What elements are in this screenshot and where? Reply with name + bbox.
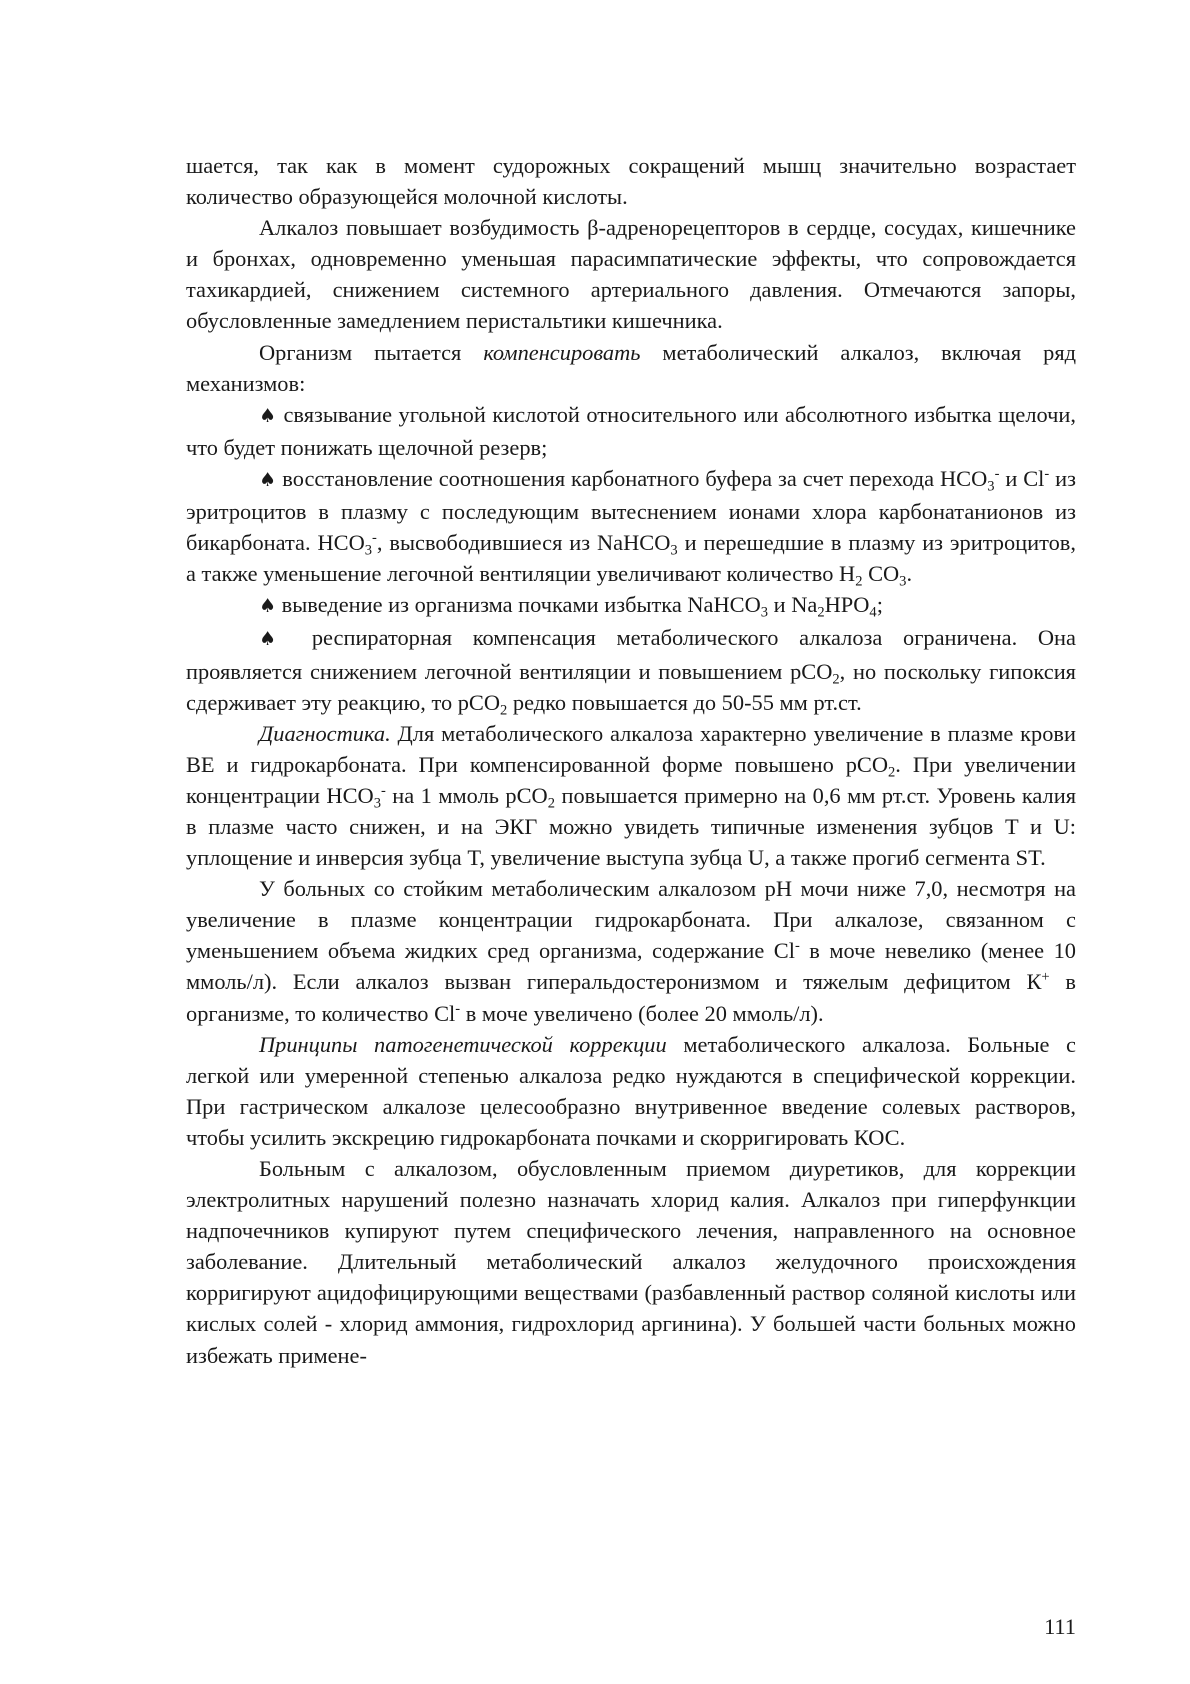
bullet-item-1: ♠ связывание угольной кислотой относительного или абсолютного избытка щелочи, что будет понижать щелочной резерв; <box>186 401 1076 460</box>
spade-bullet-icon: ♠ <box>259 628 292 651</box>
bullet-item-4: ♠ респираторная компенсация метаболического алкалоза ограничена. Она проявляется снижением легочной вентиляции и повышением pCO$_2$, но поскольку гипоксия сдерживает эту реакцию, то pCO$_2$ редко повышается до 50-55 мм рт.ст. <box>186 625 1076 718</box>
paragraph-diagnostics: Диагностика. Для метаболического алкалоза характерно увеличение в плазме крови BE и гидрокарбоната. При компенсированной форме повышено pCO$_2$. При увеличении концентрации $НСО_3^-$ на 1 ммоль pCO$_2$ повышается примерно на 0,6 мм рт.ст. Уровень калия в плазме часто снижен, и на ЭКГ можно увидеть типичные изменения зубцов T и U: уплощение и инверсия зубца T, увеличение выступа зубца U, а также прогиб сегмента ST. <box>186 720 1076 871</box>
bullet-item-2: ♠ восстановление соотношения карбонатного буфера за счет перехода $НСО_3^-$ и Cl- из эритроцитов в плазму с последующим вытеснением ионами хлора карбонатанионов из бикарбоната. $НСО_3^-$, высвободившиеся из NaHCO$_3$ и перешедшие в плазму из эритроцитов, а также уменьшение легочной вентиляции увеличивают количество $Н_2$ $СО_3$. <box>186 465 1076 590</box>
spade-bullet-icon: ♠ <box>259 595 277 618</box>
emphasis-compensate: компенсировать <box>483 339 641 365</box>
paragraph-continued: шается, так как в момент судорожных сокращений мышц значительно возрастает количество образующейся молочной кислоты. <box>186 153 1076 210</box>
spade-bullet-icon: ♠ <box>259 468 277 491</box>
paragraph-diuretics: Больным с алкалозом, обусловленным приемом диуретиков, для коррекции электролитных нарушений полезно назначать хлорид калия. Алкалоз при гиперфункции надпочечников купируют путем специфического лечения, направленного на основное заболевание. Длительный метаболический алкалоз желудочного происхождения корригируют ацидофицирующими веществами (разбавленный раствор соляной кислоты или кислых солей - хлорид аммония, гидрохлорид аргинина). У большей части больных можно избежать примене- <box>186 1156 1076 1368</box>
spade-bullet-icon: ♠ <box>259 404 277 427</box>
emphasis-diagnostics: Диагностика. <box>259 720 391 746</box>
paragraph-compensation: Организм пытается компенсировать метаболический алкалоз, включая ряд механизмов: <box>186 339 1077 396</box>
page-number: 111 <box>1044 1614 1076 1639</box>
page-body <box>186 150 1076 1371</box>
emphasis-correction-principles: Принципы патогенетической коррекции <box>259 1031 667 1057</box>
paragraph-beta-receptors: Алкалоз повышает возбудимость β-адренорецепторов в сердце, сосудах, кишечнике и бронхах, одновременно уменьшая парасимпатические эффекты, что сопровождается тахикардией, снижением системного артериального давления. Отмечаются запоры, обусловленные замедлением перистальтики кишечника. <box>186 215 1076 334</box>
paragraph-urine-ph: У больных со стойким метаболическим алкалозом pH мочи ниже 7,0, несмотря на увеличение в плазме концентрации гидрокарбоната. При алкалозе, связанном с уменьшением объема жидких сред организма, содержание Cl- в моче невелико (менее 10 ммоль/л). Если алкалоз вызван гиперальдостеронизмом и тяжелым дефицитом К+ в организме, то количество Cl- в моче увеличено (более 20 ммоль/л). <box>186 876 1076 1026</box>
bullet-item-3: ♠ выведение из организма почками избытка NaHCO$_3$ и $Na_2HPO_4$; <box>259 592 883 621</box>
paragraph-correction-principles: Принципы патогенетической коррекции метаболического алкалоза. Больные с легкой или умеренной степенью алкалоза редко нуждаются в специфической коррекции. При гастрическом алкалозе целесообразно внутривенное введение солевых растворов, чтобы усилить экскрецию гидрокарбоната почками и скорригировать КОС. <box>186 1031 1076 1150</box>
